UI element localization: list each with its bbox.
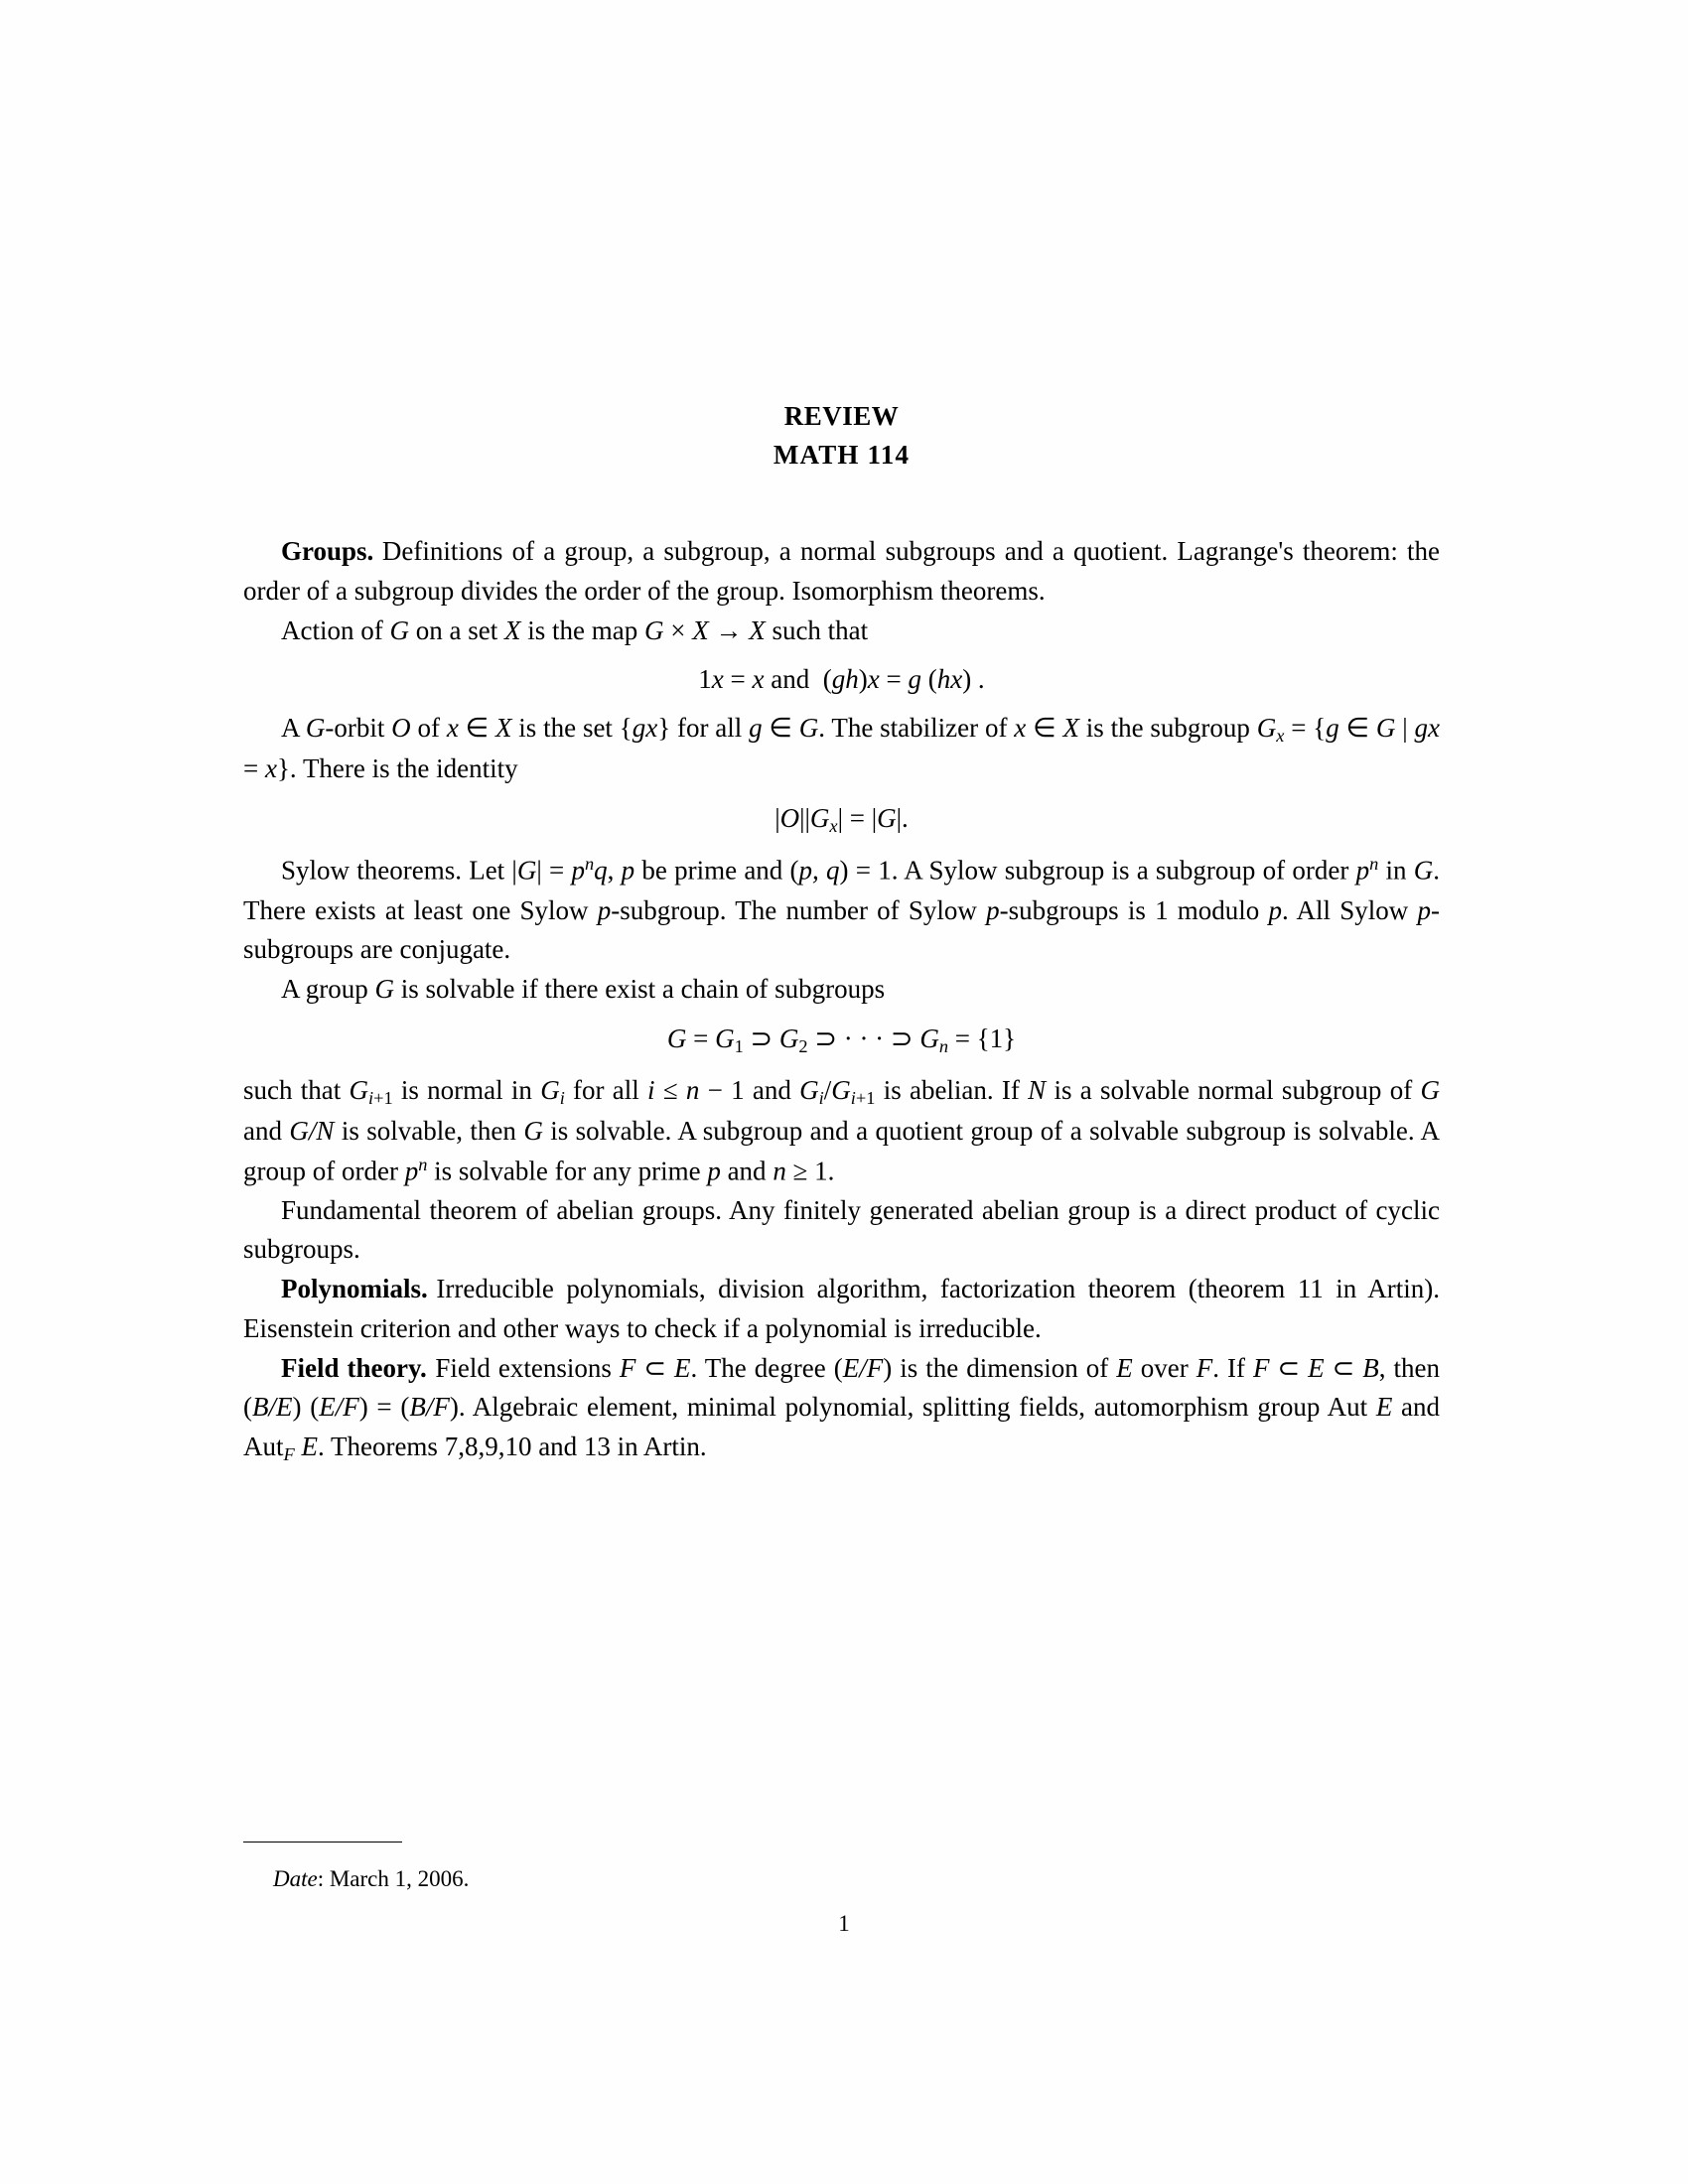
field-theory-label: Field theory. bbox=[281, 1352, 427, 1383]
polynomials-text: Irreducible polynomials, division algorithm, factorization theorem (theorem 11 in Artin). Eisenstein criterion and other ways to check if a polynomial is irreducible. bbox=[243, 1274, 1440, 1343]
paragraph-action: Action of G on a set X is the map G × X → X such that bbox=[281, 614, 869, 645]
paragraph-fundamental: Fundamental theorem of abelian groups. Any finitely generated abelian group is a direct product of cyclic subgroups. bbox=[243, 1194, 1440, 1265]
title-line-2: MATH 114 bbox=[773, 440, 911, 471]
polynomials-label: Polynomials. bbox=[281, 1274, 428, 1304]
title-line-1: REVIEW bbox=[783, 401, 900, 431]
document-body bbox=[243, 397, 1440, 1468]
paragraph-field-theory bbox=[243, 1349, 1440, 1469]
groups-text: Definitions of a group, a subgroup, a normal subgroups and a quotient. Lagrange's theorem: the order of a subgroup divides the order of the group. Isomorphism theorems. bbox=[243, 536, 1440, 606]
page-number: 1 bbox=[838, 1911, 850, 1936]
paragraph-polynomials bbox=[243, 1270, 1440, 1348]
equation-3: G = G1 ⊃ G2 ⊃ · · · ⊃ $G_n = \{1\}$ bbox=[666, 1023, 1017, 1056]
paragraph-solvable-intro: A group G is solvable if there exist a chain of subgroups bbox=[281, 973, 886, 1004]
footnote bbox=[273, 1866, 469, 1892]
field-theory-text: Field extensions F ⊂ E. The degree (E/F) is the dimension of E over F. If F ⊂ E ⊂ B, then (B/E) (E/F) = (B/F). Algebraic element, minimal polynomial, splitting fields, automorphism group Aut E and Aut$_F$ E. Theorems 7,8,9,10 and 13 in Artin. bbox=[243, 1352, 1441, 1465]
equation-1: 1x = x and (gh)x = g (hx) . bbox=[698, 664, 985, 695]
paragraph-groups bbox=[243, 532, 1440, 611]
footnote-label: Date bbox=[273, 1866, 318, 1891]
footnote-rule bbox=[243, 1842, 402, 1843]
groups-label: Groups. bbox=[281, 536, 374, 567]
paragraph-orbit: A G-orbit O of x ∈ X is the set {gx} for all g ∈ G. The stabilizer of x ∈ X is the subgroup $G_x = \{g$ ∈ G | gx = x}. There is the identity bbox=[243, 713, 1440, 784]
paragraph-solvable: such that $G_i+1$ is normal in $G_i$ for all i ≤ n − 1 and $G_i/G_i+1$ is abelian. If N is a solvable normal subgroup of G and G/N is solvable, then G is solvable. A subgroup and a quotient group of a solvable subgroup is solvable. A group of order $p^n$ is solvable for any prime p and n ≥ 1. bbox=[243, 1074, 1440, 1186]
footnote-value: : March 1, 2006. bbox=[317, 1866, 470, 1891]
paragraph-sylow: Sylow theorems. Let $|G| = p^nq$, p be prime and (p, q) = 1. A Sylow subgroup is a subgroup of order $p^n$ in G. There exists at least one Sylow p-subgroup. The number of Sylow p-subgroups is 1 modulo p. All Sylow p-subgroups are conjugate. bbox=[243, 854, 1441, 965]
equation-2: $|O||G_x| = |G|$. bbox=[774, 803, 909, 837]
document-title bbox=[243, 397, 1440, 475]
